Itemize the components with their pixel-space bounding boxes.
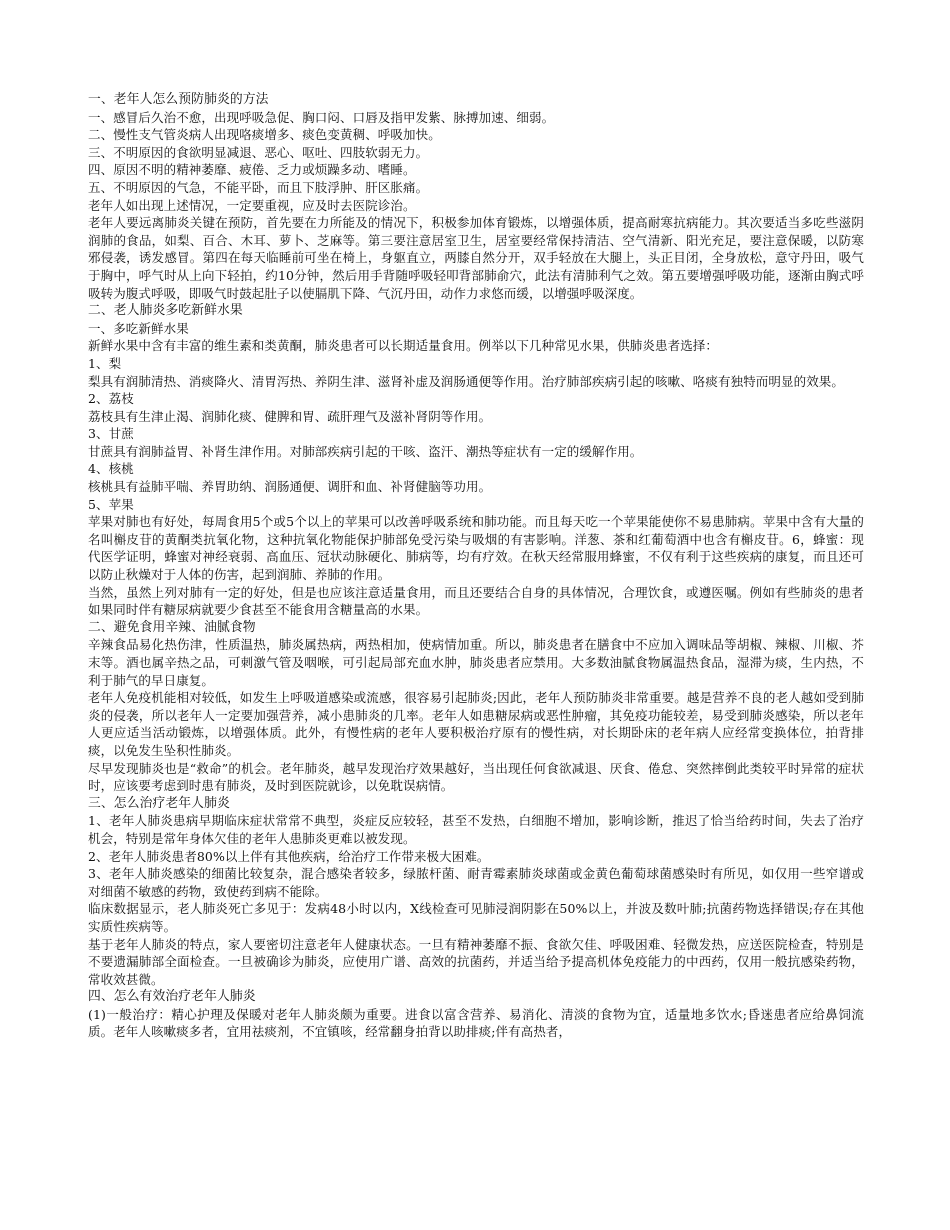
paragraph: 2、老年人肺炎患者80%以上伴有其他疾病，给治疗工作带来极大困难。	[88, 848, 490, 864]
paragraph: 老年人要远离肺炎关键在预防，首先要在力所能及的情况下，积极参加体育锻炼，以增强体质，提高耐寒抗病能力。其次要适当多吃些滋阴润肺的食品，如梨、百合、木耳、萝卜、芝麻等。第三要注意居室卫生，居室要经常保持清洁、空气清新、阳光充足，要注意保暖，以防寒邪侵袭，诱发感冒。第四在每天临睡前可坐在椅上，身躯直立，两膝自然分开，双手轻放在大腿上，头正目闭，全身放松，意守丹田，吸气于胸中，呼气时从上向下轻拍，约10分钟，然后用手背随呼吸轻叩背部肺俞穴，此法有清肺利气之效。第五要增强呼吸功能，逐渐由胸式呼吸转为腹式呼吸，即吸气时鼓起肚子以使膈肌下降、气沉丹田，动作力求悠而缓，以增强呼吸深度。	[88, 215, 864, 301]
section-heading: 二、老人肺炎多吃新鲜水果	[88, 303, 243, 319]
paragraph: 甘蔗具有润肺益胃、补肾生津作用。对肺部疾病引起的干咳、盗汗、潮热等症状有一定的缓解作用。	[88, 443, 643, 459]
paragraph: 4、核桃	[88, 461, 134, 477]
section-heading: 三、怎么治疗老年人肺炎	[88, 795, 230, 811]
document-body	[88, 91, 864, 1041]
paragraph: 1、老年人肺炎患病早期临床症状常常不典型，炎症反应较轻，甚至不发热，白细胞不增加，影响诊断，推迟了恰当给药时间，失去了治疗机会，特别是常年身体欠佳的老年人患肺炎更难以被发现。	[88, 813, 864, 846]
paragraph: 荔枝具有生津止渴、润肺化痰、健脾和胃、疏肝理气及滋补肾阴等作用。	[88, 408, 492, 424]
paragraph: 2、荔枝	[88, 391, 134, 407]
paragraph: 当然，虽然上列对肺有一定的好处，但是也应该注意适量食用，而且还要结合自身的具体情况，合理饮食，或遵医嘱。例如有些肺炎的患者如果同时伴有糖尿病就要少食甚至不能食用含糖量高的水果。	[88, 584, 864, 618]
paragraph: 3、老年人肺炎感染的细菌比较复杂，混合感染者较多，绿脓杆菌、耐青霉素肺炎球菌或金黄色葡萄球菌感染时有所见，如仅用一些窄谱或对细菌不敏感的药物，致使药到病不能除。	[88, 866, 864, 899]
paragraph: 梨具有润肺清热、消痰降火、清胃泻热、养阴生津、滋肾补虚及润肠通便等作用。治疗肺部疾病引起的咳嗽、咯痰有独特而明显的效果。	[88, 373, 845, 389]
paragraph: 老年人免疫机能相对较低，如发生上呼吸道感染或流感，很容易引起肺炎;因此，老年人预防肺炎非常重要。越是营养不良的老人越如受到肺炎的侵袭，所以老年人一定要加强营养，减小患肺炎的几率。老年人如患糖尿病或恶性肿瘤，其免疫功能较差，易受到肺炎感染，所以老年人更应适当活动锻炼，以增强体质。此外，有慢性病的老年人要积极治疗原有的慢性病，对长期卧床的老年病人应经常变换体位，拍背排痰，以免发生坠积性肺炎。	[88, 690, 864, 758]
paragraph: 二、慢性支气管炎病人出现咯痰增多、痰色变黄稠、呼吸加快。	[88, 127, 441, 143]
paragraph: 临床数据显示，老人肺炎死亡多见于：发病48小时以内，X线检查可见肺浸润阴影在50%以上，并波及数叶肺;抗菌药物选择错误;存在其他实质性疾病等。	[88, 901, 864, 934]
paragraph: 老年人如出现上述情况，一定要重视，应及时去医院诊治。	[88, 197, 416, 213]
paragraph: 5、苹果	[88, 496, 134, 512]
paragraph: 辛辣食品易化热伤津，性质温热，肺炎属热病，两热相加，使病情加重。所以，肺炎患者在膳食中不应加入调味品等胡椒、辣椒、川椒、芥末等。酒也属辛热之品，可刺激气管及咽喉，可引起局部充血水肿，肺炎患者应禁用。大多数油腻食物属温热食品，湿滞为痰，生内热，不利于肺气的早日康复。	[88, 637, 864, 688]
paragraph: 1、梨	[88, 355, 122, 371]
paragraph: 一、感冒后久治不愈，出现呼吸急促、胸口闷、口唇及指甲发紫、脉搏加速、细弱。	[88, 109, 555, 125]
paragraph: 尽早发现肺炎也是“救命”的机会。老年肺炎，越早发现治疗效果越好，当出现任何食欲减退、厌食、倦怠、突然摔倒此类较平时异常的症状时，应该要考虑到时患有肺炎，及时到医院就诊，以免耽误病情。	[88, 760, 864, 794]
paragraph: 核桃具有益肺平喘、养胃助纳、润肠通便、调肝和血、补肾健脑等功用。	[88, 479, 492, 495]
paragraph: 苹果对肺也有好处，每周食用5个或5个以上的苹果可以改善呼吸系统和肺功能。而且每天吃一个苹果能使你不易患肺病。苹果中含有大量的名叫槲皮苷的黄酮类抗氧化物，这种抗氧化物能保护肺部免受污染与吸烟的有害影响。洋葱、茶和红葡萄酒中也含有槲皮苷。6，蜂蜜：现代医学证明，蜂蜜对神经衰弱、高血压、冠状动脉硬化、肺病等，均有疗效。在秋天经常服用蜂蜜，不仅有利于这些疾病的康复，而且还可以防止秋燥对于人体的伤害，起到润肺、养肺的作用。	[88, 514, 864, 583]
section-heading: 二、避免食用辛辣、油腻食物	[88, 619, 256, 635]
paragraph: 基于老年人肺炎的特点，家人要密切注意老年人健康状态。一旦有精神萎靡不振、食欲欠佳、呼吸困难、轻微发热，应送医院检查，特别是不要遗漏肺部全面检查。一旦被确诊为肺炎，应使用广谱、高效的抗菌药，并适当给予提高机体免疫能力的中西药，仅用一般抗感染药物，常收效甚微。	[88, 936, 864, 987]
paragraph: 新鲜水果中含有丰富的维生素和类黄酮，肺炎患者可以长期适量食用。例举以下几种常见水果，供肺炎患者选择：	[88, 338, 719, 354]
section-heading: 四、怎么有效治疗老年人肺炎	[88, 989, 256, 1005]
paragraph: 3、甘蔗	[88, 426, 134, 442]
paragraph: 三、不明原因的食欲明显减退、恶心、呕吐、四肢软弱无力。	[88, 144, 429, 160]
paragraph: 四、原因不明的精神萎靡、疲倦、乏力或烦躁多动、嗜睡。	[88, 162, 416, 178]
paragraph: 一、多吃新鲜水果	[88, 320, 189, 336]
paragraph: (1)一般治疗：精心护理及保暖对老年人肺炎颇为重要。进食以富含营养、易消化、清淡的食物为宜，适量地多饮水;昏迷患者应给鼻饲流质。老年人咳嗽痰多者，宜用祛痰剂，不宜镇咳，经常翻身拍背以助排痰;伴有高热者，	[88, 1006, 864, 1040]
paragraph: 五、不明原因的气急，不能平卧，而且下肢浮肿、肝区胀痛。	[88, 179, 429, 195]
section-heading: 一、老年人怎么预防肺炎的方法	[88, 92, 269, 107]
